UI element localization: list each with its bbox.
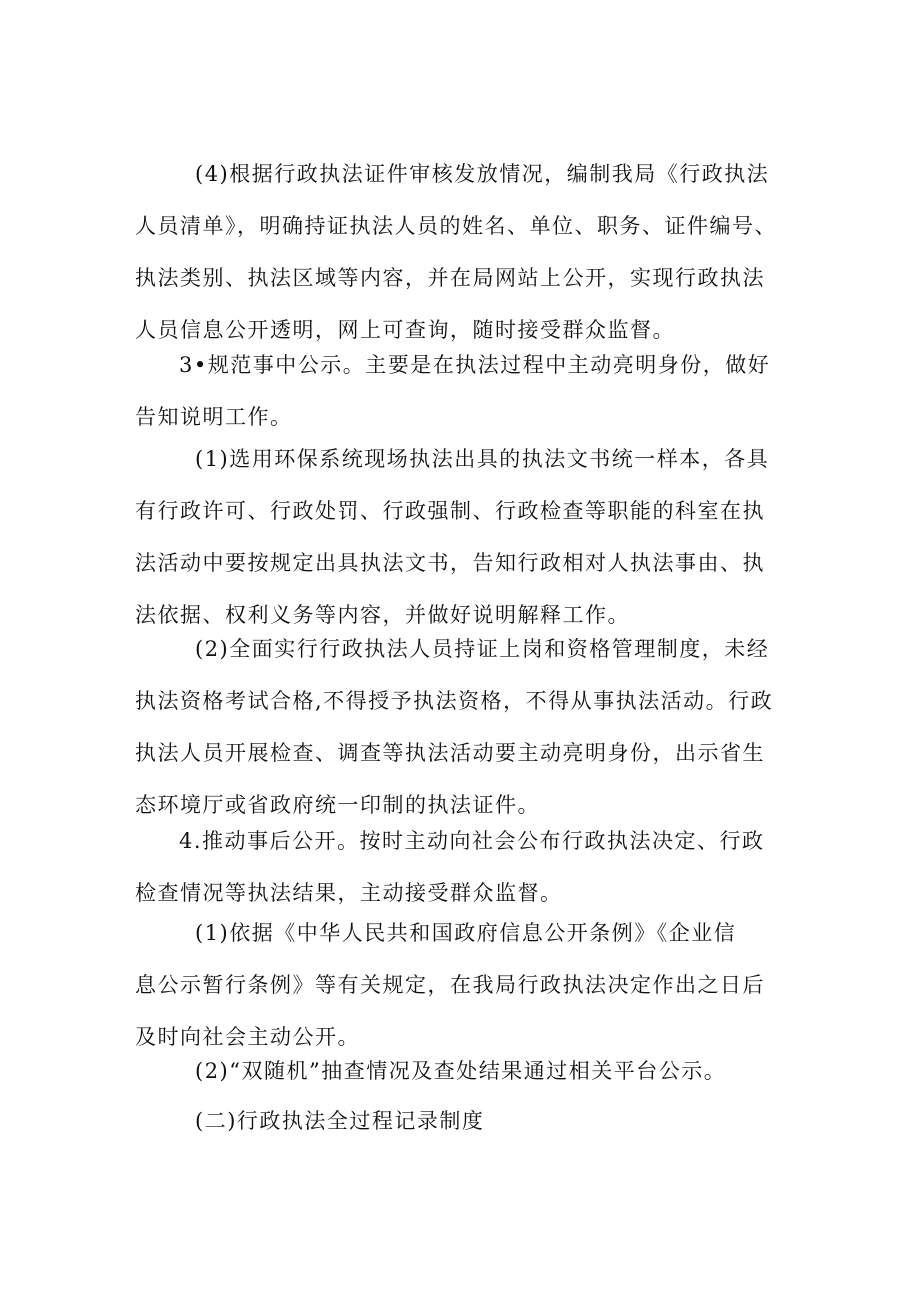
paragraph-item-1-regulations — [135, 907, 795, 1063]
paragraph-line: (二)行政执法全过程记录制度 — [195, 1109, 485, 1133]
paragraph-line: 及时向社会主动公开。 — [135, 1025, 360, 1049]
paragraph-line: 执法人员开展检查、调查等执法活动要主动亮明身份，出示省生 — [135, 741, 765, 765]
paragraph-line: 执法资格考试合格,不得授予执法资格，不得从事执法活动。行政 — [135, 689, 774, 713]
paragraph-line: 法依据、权利义务等内容，并做好说明解释工作。 — [135, 603, 630, 627]
section-heading-full-process-record — [135, 1095, 795, 1147]
paragraph-item-2-random-check — [135, 1045, 795, 1097]
paragraph-line: 法活动中要按规定出具执法文书，告知行政相对人执法事由、执 — [135, 551, 765, 575]
paragraph-line: 3•规范事中公示。主要是在执法过程中主动亮明身份，做好 — [179, 353, 771, 377]
section-4-post-disclosure — [135, 815, 795, 919]
paragraph-line: 人员信息公开透明，网上可查询，随时接受群众监督。 — [135, 318, 675, 342]
paragraph-line: 息公示暂行条例》等有关规定，在我局行政执法决定作出之日后 — [135, 973, 765, 997]
paragraph-line: 有行政许可、行政处罚、行政强制、行政检查等职能的科室在执 — [135, 499, 765, 523]
paragraph-item-2-certification — [135, 623, 795, 831]
section-3-in-process-disclosure — [135, 339, 795, 443]
paragraph-line: (1)选用环保系统现场执法出具的执法文书统一样本，各具 — [195, 447, 770, 471]
paragraph-line: (1)依据《中华人民共和国政府信息公开条例》《企业信 — [195, 921, 737, 945]
paragraph-line: (4)根据行政执法证件审核发放情况，编制我局《行政执法 — [195, 162, 770, 186]
paragraph-line: 人员清单》，明确持证执法人员的姓名、单位、职务、证件编号、 — [135, 214, 777, 238]
paragraph-line: 检查情况等执法结果，主动接受群众监督。 — [135, 881, 563, 905]
paragraph-line: 态环境厅或省政府统一印制的执法证件。 — [135, 793, 540, 817]
paragraph-line: (2)“双随机”抽查情况及查处结果通过相关平台公示。 — [195, 1059, 727, 1083]
paragraph-item-1-documents — [135, 433, 795, 641]
paragraph-line: 执法类别、执法区域等内容，并在局网站上公开，实现行政执法 — [135, 266, 765, 290]
paragraph-line: 4.推动事后公开。按时主动向社会公布行政执法决定、行政 — [179, 829, 765, 853]
paragraph-line: 告知说明工作。 — [135, 405, 293, 429]
paragraph-item-4-staff-list — [135, 148, 795, 356]
paragraph-line: (2)全面实行行政执法人员持证上岗和资格管理制度，未经 — [195, 637, 770, 661]
